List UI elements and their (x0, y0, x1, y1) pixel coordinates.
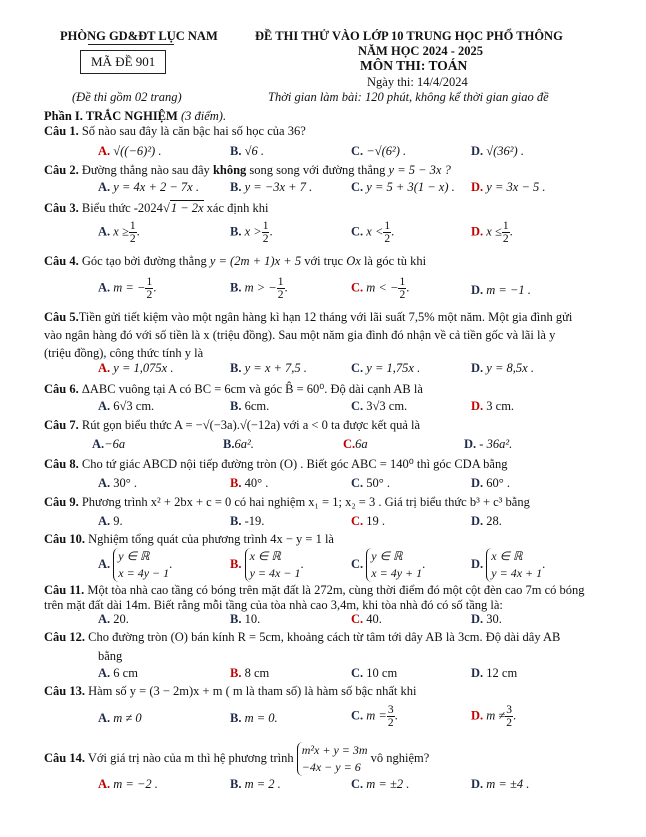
option-text: m = 0. (244, 711, 278, 725)
equation-system (113, 548, 169, 582)
question-text: ΔABC vuông tại A có BC = 6cm và góc B̂ = 60⁰. Độ dài cạnh AB là (81, 382, 423, 396)
option-text: 9. (113, 514, 123, 528)
question-number: Câu 12. (44, 630, 85, 644)
option-label: B. (230, 399, 242, 413)
fraction (505, 704, 513, 729)
option-text: 60° . (486, 476, 511, 490)
option-label: A. (98, 612, 111, 626)
option-label: A. (98, 556, 111, 571)
option-label: D. (471, 514, 484, 528)
question-5-line-1 (44, 310, 572, 325)
q5-option-d[interactable] (471, 361, 534, 376)
option-label: C. (351, 280, 364, 295)
question-6 (44, 381, 423, 397)
q7-option-b[interactable] (223, 437, 254, 452)
option-text: 8 cm (244, 666, 270, 680)
q2-option-c[interactable] (351, 180, 455, 195)
q1-option-d[interactable] (471, 144, 524, 159)
question-number: Câu 5. (44, 310, 79, 324)
option-text: 19 . (366, 514, 386, 528)
q3-option-a[interactable] (98, 220, 140, 245)
numerator: 1 (262, 220, 269, 232)
denominator: 2 (384, 233, 391, 245)
q4-option-b[interactable] (230, 276, 288, 301)
department (60, 29, 218, 44)
option-label: D. (471, 283, 484, 297)
option-label: C. (351, 612, 364, 626)
option-text: m < − (366, 280, 399, 295)
option-label: D. (471, 144, 484, 158)
q14-option-a[interactable] (98, 777, 158, 792)
question-9 (44, 495, 530, 510)
question-1 (44, 124, 306, 139)
q5-option-b[interactable] (230, 361, 307, 376)
question-number: Câu 7. (44, 418, 79, 432)
option-label: B. (230, 476, 242, 490)
denominator: 2 (262, 233, 269, 245)
numerator: 1 (146, 276, 153, 288)
question-number: Câu 11. (44, 583, 85, 597)
question-text: là góc tù khi (363, 254, 427, 268)
option-text: m = 2 . (244, 777, 281, 791)
option-label: B. (230, 224, 242, 239)
option-label: A. (98, 777, 111, 791)
period: . (391, 224, 395, 239)
question-number: Câu 10. (44, 532, 85, 546)
denominator: 2 (277, 289, 284, 301)
q6-option-a[interactable] (98, 399, 154, 414)
system-line-1: x ∈ ℝ (249, 549, 281, 563)
option-label: B. (230, 361, 242, 375)
option-label: A. (98, 514, 111, 528)
question-number: Câu 1. (44, 124, 79, 138)
numerator: 3 (387, 704, 394, 716)
option-text: −6a (104, 437, 126, 451)
question-3 (44, 201, 268, 216)
option-text: m ≠ (486, 708, 506, 723)
option-label: A. (92, 437, 105, 451)
option-text: y = x + 7,5 . (244, 361, 307, 375)
question-14 (44, 742, 429, 776)
option-text: m = −2 . (113, 777, 158, 791)
option-text: y = −3x + 7 . (244, 180, 313, 194)
equation-system (245, 548, 304, 582)
option-text: x < (366, 224, 384, 239)
option-text: 12 cm (486, 666, 518, 680)
option-label: B. (230, 612, 242, 626)
option-label: D. (471, 180, 484, 194)
q14-option-b[interactable] (230, 777, 281, 792)
q13-option-a[interactable] (98, 711, 142, 726)
fraction (383, 220, 391, 245)
option-text: m = − (113, 280, 146, 295)
question-number: Câu 9. (44, 495, 79, 509)
question-text: Số nào sau đây là căn bậc hai số học của 36? (81, 124, 306, 138)
option-label: B. (230, 280, 242, 295)
q4-option-a[interactable] (98, 276, 156, 301)
period: . (394, 708, 398, 723)
q11-option-b[interactable] (230, 612, 260, 627)
exam-title: ĐỀ THI THỬ VÀO LỚP 10 TRUNG HỌC PHỔ THÔNG (255, 29, 563, 43)
option-label: B. (230, 711, 242, 725)
option-label: A. (98, 399, 111, 413)
option-label: C. (351, 708, 364, 723)
q2-option-d[interactable] (471, 180, 546, 195)
option-text: m = ±2 . (366, 777, 410, 791)
question-number: Câu 3. (44, 201, 79, 215)
option-label: A. (98, 144, 111, 158)
question-number: Câu 6. (44, 382, 79, 396)
pages-note: (Đề thi gồm 02 trang) (72, 90, 182, 104)
question-text: Biểu thức -2024 (81, 201, 163, 215)
q7-option-c[interactable] (343, 437, 368, 452)
question-text: xác định khi (206, 201, 269, 215)
option-label: C. (351, 514, 364, 528)
option-text: 6√3 cm. (113, 399, 155, 413)
q13-option-d[interactable] (471, 704, 516, 729)
option-text: -19. (244, 514, 265, 528)
question-text: song song với đường thẳng (249, 163, 386, 177)
axis-name: Ox (346, 254, 361, 268)
option-text: m > − (244, 280, 277, 295)
option-text: 10. (244, 612, 261, 626)
option-label: A. (98, 711, 111, 725)
period: . (169, 556, 173, 571)
option-label: C. (351, 556, 364, 571)
system-line-2: y = 4x − 1 (249, 566, 301, 580)
period: . (136, 224, 140, 239)
option-text: −√(6²) . (366, 144, 407, 158)
question-10 (44, 532, 334, 547)
q3-option-b[interactable] (230, 220, 273, 245)
question-text: Góc tạo bởi đường thẳng (81, 254, 207, 268)
option-label: B. (230, 556, 242, 571)
question-11-line-2: trên mặt đất dài 14m. Biết rằng mỗi tầng của tòa nhà cao 3,4m, khi tòa nhà đó có số tầng là: (44, 598, 503, 612)
option-text: 6cm. (244, 399, 270, 413)
question-number: Câu 14. (44, 750, 85, 765)
numerator: 1 (277, 276, 284, 288)
exam-code: MÃ ĐỀ 901 (80, 50, 166, 74)
option-label: C. (351, 180, 364, 194)
option-label: D. (471, 476, 484, 490)
option-label: C. (351, 666, 364, 680)
q6-option-c[interactable] (351, 399, 407, 414)
q14-option-c[interactable] (351, 777, 409, 792)
question-text: Nghiệm tổng quát của phương trình 4x − y = 1 là (88, 532, 334, 546)
section-title-text: Phần I. TRẮC NGHIỆM (44, 109, 178, 123)
q12-option-d[interactable] (471, 666, 517, 681)
question-text: Cho đường tròn (O) bán kính R = 5cm, khoảng cách từ tâm tới dây AB là 3cm. Độ dài dây AB (88, 630, 561, 644)
question-2 (44, 163, 451, 178)
option-label: B. (223, 437, 235, 451)
option-text: y = 1,075x . (113, 361, 174, 375)
option-text: 40° . (244, 476, 269, 490)
question-equation: y = (2m + 1)x + 5 (209, 254, 302, 268)
question-12-line-2: bằng (98, 649, 123, 663)
system-line-2: −4x − y = 6 (301, 760, 361, 774)
option-label: B. (230, 180, 242, 194)
q8-option-c[interactable] (351, 476, 390, 491)
section-title (44, 109, 226, 124)
q9-option-d[interactable] (471, 514, 502, 529)
question-text: với trục (304, 254, 344, 268)
question-text: Rút gọn biểu thức A = −√(−3a).√(−12a) với a < 0 ta được kết quả là (81, 418, 421, 432)
option-text: y = 3x − 5 . (486, 180, 546, 194)
denominator: 2 (502, 233, 509, 245)
option-text: √(36²) . (486, 144, 524, 158)
q1-option-a[interactable] (98, 144, 161, 159)
option-text: m = (366, 708, 387, 723)
option-label: A. (98, 476, 111, 490)
subject: MÔN THI: TOÁN (360, 58, 468, 73)
option-text: 40. (366, 612, 382, 626)
option-text: √6 . (244, 144, 264, 158)
question-text: Đường thẳng nào sau đây (81, 163, 210, 177)
equation-system (486, 548, 542, 582)
option-text: 10 cm (366, 666, 398, 680)
denominator: 2 (506, 717, 513, 729)
denominator: 2 (146, 289, 153, 301)
option-text: √((−6)²) . (113, 144, 162, 158)
option-text: x > (244, 224, 262, 239)
period: . (509, 224, 513, 239)
q6-option-b[interactable] (230, 399, 269, 414)
q3-option-d[interactable] (471, 220, 513, 245)
option-text: 3√3 cm. (366, 399, 408, 413)
option-label: C. (351, 777, 364, 791)
denominator: 2 (399, 289, 406, 301)
exam-time: Thời gian làm bài: 120 phút, không kể thời gian giao đề (268, 90, 549, 104)
question-text: Hàm số y = (3 − 2m)x + m ( m là tham số) là hàm số bậc nhất khi (88, 684, 417, 698)
numerator: 3 (506, 704, 513, 716)
option-label: D. (471, 777, 484, 791)
period: . (542, 556, 546, 571)
q12-option-b[interactable] (230, 666, 269, 681)
numerator: 1 (502, 220, 509, 232)
option-label: B. (230, 777, 242, 791)
denominator: 2 (129, 233, 136, 245)
option-text: 6a (355, 437, 368, 451)
question-emphasis: không (212, 163, 247, 177)
question-number: Câu 8. (44, 457, 79, 471)
question-text: Cho tứ giác ABCD nội tiếp đường tròn (O) . Biết góc ABC = 140⁰ thì góc CDA bằng (81, 457, 508, 471)
question-text: Với giá trị nào của m thì hệ phương trình (87, 750, 294, 765)
option-label: C. (351, 399, 364, 413)
fraction (387, 704, 395, 729)
question-text: Tiền gửi tiết kiệm vào một ngân hàng kì hạn 12 tháng với lãi suất 7,5% một năm. Một gia đình gửi (78, 310, 573, 324)
equation-system (366, 548, 422, 582)
question-equation: y = 5 − 3x ? (388, 163, 451, 177)
q11-option-d[interactable] (471, 612, 502, 627)
system-line-1: m²x + y = 3m (301, 743, 368, 757)
period: . (406, 280, 410, 295)
q12-option-c[interactable] (351, 666, 397, 681)
option-label: A. (98, 280, 111, 295)
option-label: B. (230, 144, 242, 158)
q8-option-b[interactable] (230, 476, 268, 491)
q7-option-d[interactable] (464, 437, 512, 452)
question-7 (44, 418, 420, 433)
q2-option-b[interactable] (230, 180, 312, 195)
q8-option-d[interactable] (471, 476, 510, 491)
option-label: C. (351, 224, 364, 239)
option-text: x ≤ (486, 224, 502, 239)
option-label: C. (351, 144, 364, 158)
numerator: 1 (384, 220, 391, 232)
question-8 (44, 456, 507, 472)
department-text: PHÒNG GD&ĐT LỤC NAM (60, 29, 218, 43)
option-label: C. (351, 361, 364, 375)
denominator: 2 (387, 717, 394, 729)
option-label: A. (98, 180, 111, 194)
system-line-1: y ∈ ℝ (118, 549, 150, 563)
question-number: Câu 2. (44, 163, 79, 177)
option-text: y = 4x + 2 − 7x . (113, 180, 199, 194)
option-text: y = 5 + 3(1 − x) . (366, 180, 455, 194)
option-label: D. (471, 224, 484, 239)
q1-option-b[interactable] (230, 144, 264, 159)
q6-option-d[interactable] (471, 399, 514, 414)
q11-option-c[interactable] (351, 612, 382, 627)
q10-option-c[interactable] (351, 548, 425, 582)
fraction (277, 276, 285, 301)
question-12-line-1 (44, 630, 560, 645)
option-text: - 36a². (479, 437, 513, 451)
question-text: vô nghiệm? (370, 750, 430, 765)
q11-option-a[interactable] (98, 612, 129, 627)
option-text: y = 1,75x . (366, 361, 421, 375)
period: . (513, 708, 517, 723)
option-text: 6a². (234, 437, 254, 451)
q12-option-a[interactable] (98, 666, 138, 681)
option-label: C. (343, 437, 356, 451)
q13-option-b[interactable] (230, 711, 278, 726)
option-label: D. (471, 556, 484, 571)
option-text: 6 cm (113, 666, 138, 680)
period: . (300, 556, 304, 571)
option-label: D. (471, 399, 484, 413)
option-label: D. (471, 666, 484, 680)
question-text: Phương trình x² + 2bx + c = 0 có hai nghiệm x₁ = 1; x₂ = 3 . Giá trị biểu thức b³ + c³ bằng (81, 495, 530, 509)
q14-option-d[interactable] (471, 777, 529, 792)
option-text: x ≥ (113, 224, 129, 239)
dept-underline (88, 44, 174, 45)
option-label: A. (98, 361, 111, 375)
fraction (129, 220, 137, 245)
option-label: D. (471, 361, 484, 375)
option-text: m = ±4 . (486, 777, 530, 791)
option-text: 20. (113, 612, 129, 626)
option-text: 30. (486, 612, 502, 626)
equation-system (297, 742, 368, 776)
q3-option-c[interactable] (351, 220, 394, 245)
system-line-2: x = 4y + 1 (371, 566, 423, 580)
question-5-line-3: (triệu đồng), công thức tính y là (44, 346, 204, 360)
option-label: A. (98, 224, 111, 239)
numerator: 1 (399, 276, 406, 288)
q5-option-c[interactable] (351, 361, 420, 376)
option-text: y = 8,5x . (486, 361, 534, 375)
system-line-1: y ∈ ℝ (371, 549, 403, 563)
q10-option-a[interactable] (98, 548, 172, 582)
option-text: m = −1 . (486, 283, 531, 297)
q9-option-b[interactable] (230, 514, 264, 529)
option-label: D. (464, 437, 477, 451)
question-text: Một tòa nhà cao tầng có bóng trên mặt đất là 272m, cùng thời điểm đó một cột đèn cao 7m có bóng (87, 583, 585, 597)
question-13 (44, 684, 417, 699)
section-points: (3 điểm). (180, 109, 227, 123)
option-text: 3 cm. (486, 399, 515, 413)
question-number: Câu 4. (44, 254, 79, 268)
period: . (269, 224, 273, 239)
q8-option-a[interactable] (98, 476, 137, 491)
option-text: 30° . (113, 476, 138, 490)
option-label: D. (471, 612, 484, 626)
period: . (153, 280, 157, 295)
option-label: B. (230, 666, 242, 680)
option-label: D. (471, 708, 484, 723)
exam-date: Ngày thi: 14/4/2024 (367, 75, 468, 89)
option-label: A. (98, 666, 111, 680)
q9-option-a[interactable] (98, 514, 123, 529)
sqrt-sign: √ (162, 201, 170, 215)
numerator: 1 (129, 220, 136, 232)
question-number: Câu 13. (44, 684, 85, 698)
q10-option-b[interactable] (230, 548, 304, 582)
q10-option-d[interactable] (471, 548, 545, 582)
q2-option-a[interactable] (98, 180, 199, 195)
radicand: 1 − 2x (170, 201, 204, 215)
q13-option-c[interactable] (351, 704, 398, 729)
option-text: 50° . (366, 476, 391, 490)
option-label: C. (351, 476, 364, 490)
period: . (284, 280, 288, 295)
system-line-2: y = 4x + 1 (491, 566, 543, 580)
q5-option-a[interactable] (98, 361, 173, 376)
question-11-line-1 (44, 583, 585, 598)
period: . (422, 556, 426, 571)
question-5-line-2: vào ngân hàng đó với số tiền là x (triệu đồng). Sau một năm gia đình đó nhận về cả tiền gốc và lãi là y (44, 328, 556, 342)
school-year: NĂM HỌC 2024 - 2025 (358, 44, 483, 58)
q9-option-c[interactable] (351, 514, 385, 529)
option-text: 28. (486, 514, 502, 528)
q4-option-c[interactable] (351, 276, 409, 301)
q1-option-c[interactable] (351, 144, 406, 159)
system-line-2: x = 4y − 1 (118, 566, 170, 580)
option-text: m ≠ 0 (113, 711, 142, 725)
option-label: B. (230, 514, 242, 528)
q7-option-a[interactable] (92, 437, 125, 452)
question-4 (44, 254, 426, 269)
system-line-1: x ∈ ℝ (491, 549, 523, 563)
q4-option-d[interactable] (471, 283, 531, 298)
fraction (502, 220, 510, 245)
